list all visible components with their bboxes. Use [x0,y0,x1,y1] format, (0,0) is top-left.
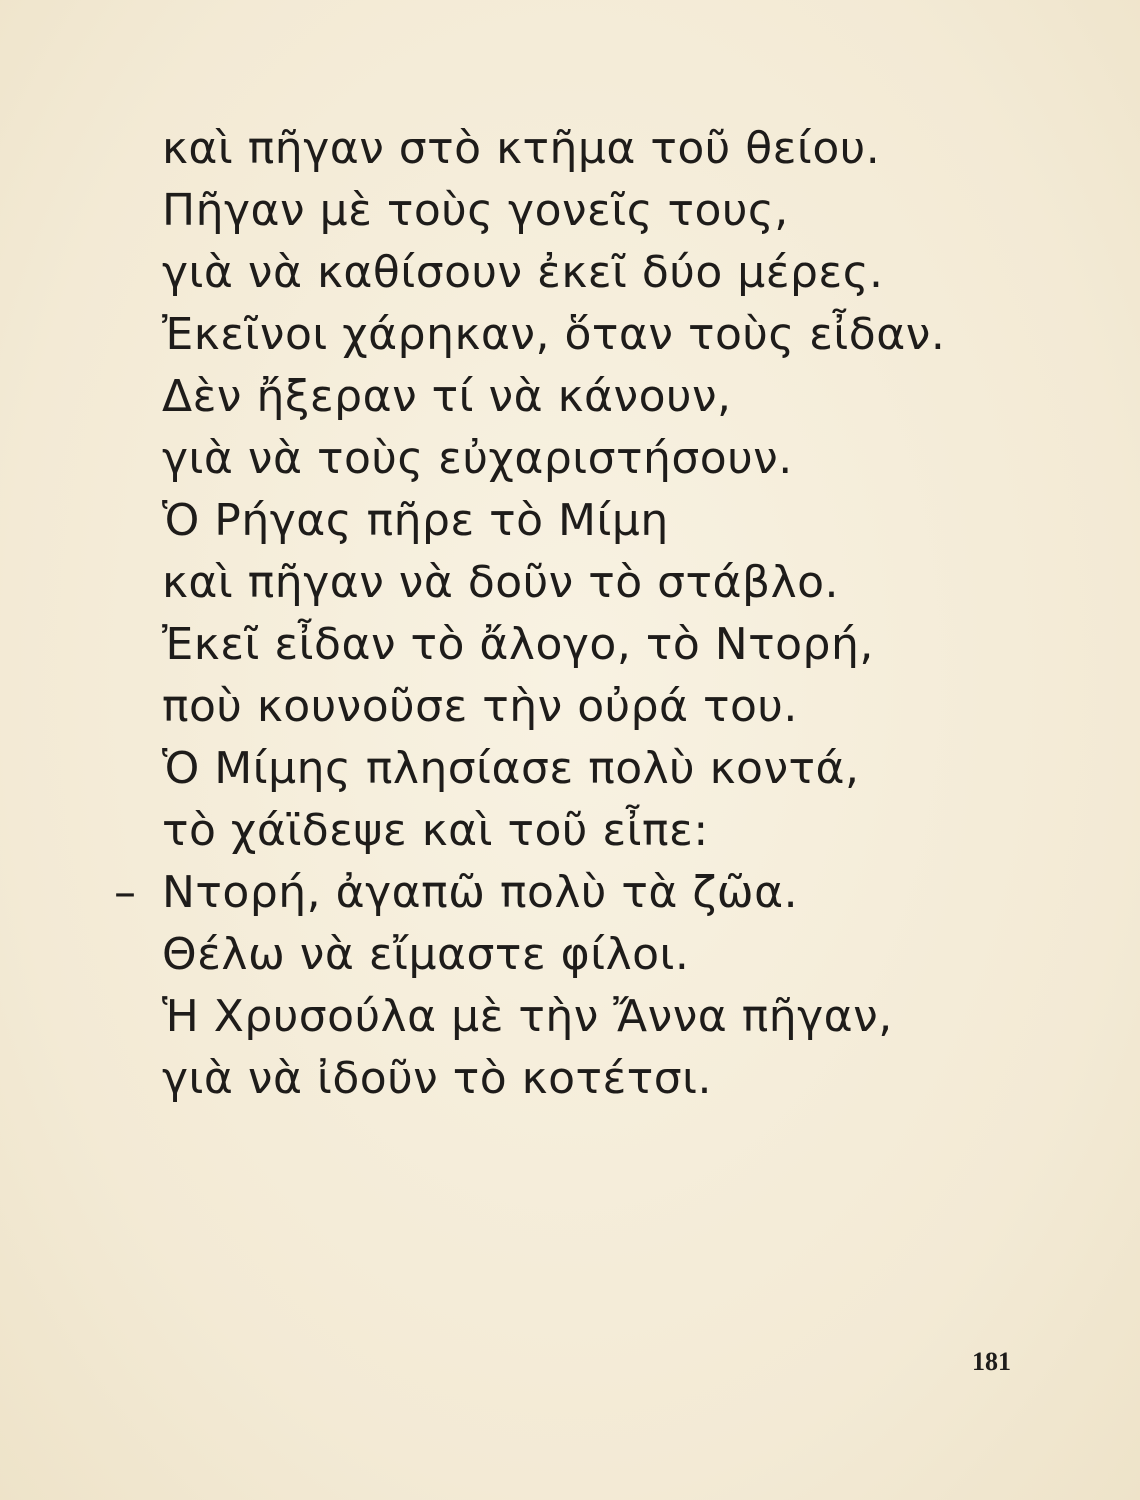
dialogue-dash: – [114,867,137,918]
page-number: 181 [972,1347,1011,1376]
text-line: Ἡ Χρυσούλα μὲ τὴν Ἄννα πῆγαν, [162,991,893,1042]
dialogue-text: Ντορή, ἀγαπῶ πολὺ τὰ ζῶα. [162,867,799,918]
text-line: γιὰ νὰ ἰδοῦν τὸ κοτέτσι. [162,1053,713,1104]
text-line: Πῆγαν μὲ τοὺς γονεῖς τους, [162,185,789,236]
text-line: καὶ πῆγαν νὰ δοῦν τὸ στάβλο. [162,557,840,608]
text-line: Θέλω νὰ εἴμαστε φίλοι. [162,929,690,980]
text-block [114,118,1062,1110]
text-line: γιὰ νὰ τοὺς εὐχαριστήσουν. [162,433,793,484]
text-line: Ὁ Ρήγας πῆρε τὸ Μίμη [162,495,669,546]
text-line: Ὁ Μίμης πλησίασε πολὺ κοντά, [162,743,860,794]
text-line: καὶ πῆγαν στὸ κτῆμα τοῦ θείου. [162,123,881,174]
text-line: Ἐκεῖνοι χάρηκαν, ὅταν τοὺς εἶδαν. [162,309,946,360]
text-line: Ἐκεῖ εἶδαν τὸ ἄλογο, τὸ Ντορή, [162,619,874,670]
text-line: ποὺ κουνοῦσε τὴν οὐρά του. [162,681,798,732]
text-line: τὸ χάϊδεψε καὶ τοῦ εἶπε: [162,805,709,856]
dialogue-line [114,862,1062,924]
text-line: γιὰ νὰ καθίσουν ἐκεῖ δύο μέρες. [162,247,884,298]
text-line: Δὲν ἤξεραν τί νὰ κάνουν, [162,371,732,422]
